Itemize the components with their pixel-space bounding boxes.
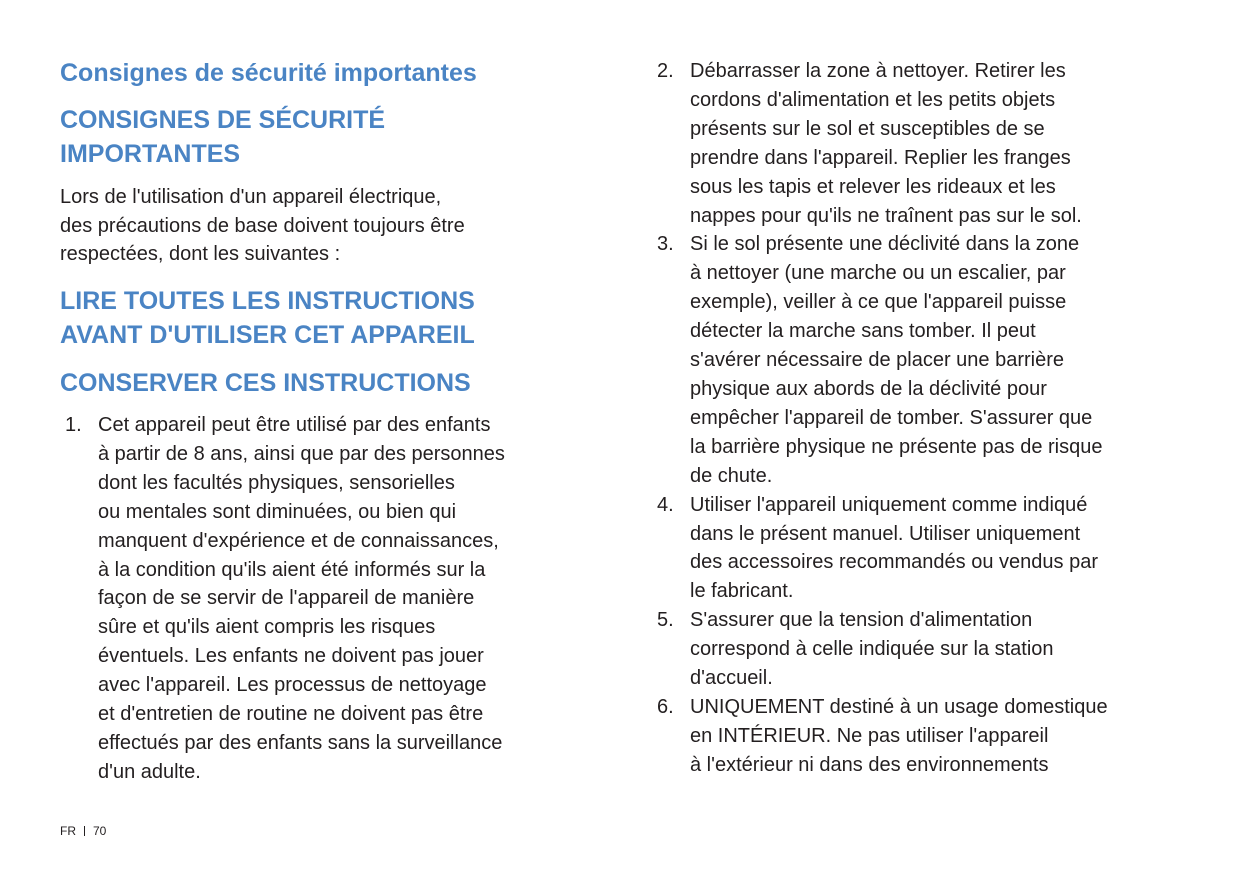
- list-item-number: 5.: [657, 609, 674, 632]
- footer-language: FR: [60, 824, 76, 838]
- list-item-line: d'accueil.: [690, 667, 773, 690]
- footer-separator: [84, 826, 85, 836]
- list-item-line: UNIQUEMENT destiné à un usage domestique: [690, 695, 1108, 718]
- list-item: [652, 693, 1108, 780]
- list-item-line: façon de se servir de l'appareil de manière: [98, 587, 475, 610]
- read-instructions-line: AVANT D'UTILISER CET APPAREIL: [60, 321, 475, 349]
- list-item-line: correspond à celle indiquée sur la station: [690, 638, 1054, 661]
- list-item-line: de chute.: [690, 464, 773, 487]
- keep-instructions-heading: [60, 366, 471, 400]
- list-item-line: cordons d'alimentation et les petits objets: [690, 88, 1056, 111]
- read-instructions-heading: [60, 284, 475, 352]
- list-item-line: exemple), veiller à ce que l'appareil puisse: [690, 291, 1067, 314]
- list-item-number: 3.: [657, 233, 674, 256]
- list-item-line: manquent d'expérience et de connaissances,: [98, 529, 499, 552]
- list-item-line: ou mentales sont diminuées, ou bien qui: [98, 500, 457, 523]
- list-item-line: à nettoyer (une marche ou un escalier, par: [690, 262, 1066, 285]
- list-item-line: empêcher l'appareil de tomber. S'assurer que: [690, 406, 1093, 429]
- list-item-line: Cet appareil peut être utilisé par des enfants: [98, 414, 491, 436]
- instruction-list-right: [652, 57, 1108, 780]
- list-item-number: 4.: [657, 493, 674, 516]
- list-item-line: présents sur le sol et susceptibles de se: [690, 117, 1045, 140]
- page-title: Consignes de sécurité importantes: [60, 59, 477, 87]
- footer-page-number: 70: [93, 824, 107, 838]
- list-item-number: 2.: [657, 60, 674, 82]
- list-item-line: nappes pour qu'ils ne traînent pas sur le sol.: [690, 204, 1082, 227]
- list-item-line: s'avérer nécessaire de placer une barrière: [690, 349, 1065, 372]
- list-item-line: effectués par des enfants sans la surveillance: [98, 731, 503, 754]
- intro-line: des précautions de base doivent toujours être: [60, 214, 465, 237]
- list-item-line: en INTÉRIEUR. Ne pas utiliser l'appareil: [690, 724, 1049, 747]
- list-item-line: sous les tapis et relever les rideaux et les: [690, 175, 1056, 198]
- list-item-line: à l'extérieur ni dans des environnements: [690, 753, 1049, 776]
- list-item-line: dont les facultés physiques, sensorielles: [98, 471, 455, 494]
- list-item-line: des accessoires recommandés ou vendus par: [690, 551, 1098, 574]
- list-item-line: dans le présent manuel. Utiliser uniquement: [690, 522, 1081, 545]
- intro-line: respectées, dont les suivantes :: [60, 243, 341, 265]
- list-item-line: avec l'appareil. Les processus de nettoyage: [98, 674, 487, 697]
- list-item-line: détecter la marche sans tomber. Il peut: [690, 320, 1036, 343]
- list-item-line: Utiliser l'appareil uniquement comme indiqué: [690, 493, 1088, 516]
- list-item-line: la barrière physique ne présente pas de risque: [690, 435, 1103, 458]
- intro-paragraph: [60, 183, 580, 269]
- safety-heading-line: IMPORTANTES: [60, 140, 241, 168]
- list-item-line: sûre et qu'ils aient compris les risques: [98, 616, 436, 639]
- instruction-list-left: [60, 411, 505, 787]
- list-item-line: le fabricant.: [690, 580, 794, 603]
- page-footer: [60, 824, 106, 838]
- keep-instructions-line: CONSERVER CES INSTRUCTIONS: [60, 369, 471, 397]
- list-item-number: 6.: [657, 695, 674, 718]
- list-item: [60, 411, 505, 787]
- intro-line: Lors de l'utilisation d'un appareil électrique,: [60, 186, 442, 208]
- list-item-line: S'assurer que la tension d'alimentation: [690, 609, 1033, 632]
- list-item: [652, 57, 1108, 230]
- list-item-line: d'un adulte.: [98, 760, 201, 783]
- safety-heading: [60, 103, 385, 171]
- list-item: [652, 491, 1108, 607]
- list-item-line: Si le sol présente une déclivité dans la zone: [690, 233, 1080, 256]
- list-item-line: physique aux abords de la déclivité pour: [690, 377, 1047, 400]
- list-item-line: à la condition qu'ils aient été informés sur la: [98, 558, 486, 581]
- list-item-line: et d'entretien de routine ne doivent pas être: [98, 703, 484, 726]
- list-item-number: 1.: [65, 414, 82, 436]
- list-item-line: prendre dans l'appareil. Replier les franges: [690, 146, 1071, 169]
- list-item-line: éventuels. Les enfants ne doivent pas jouer: [98, 645, 484, 668]
- list-item: [652, 606, 1108, 693]
- safety-heading-line: CONSIGNES DE SÉCURITÉ: [60, 106, 386, 134]
- read-instructions-line: LIRE TOUTES LES INSTRUCTIONS: [60, 287, 475, 315]
- list-item-line: Débarrasser la zone à nettoyer. Retirer les: [690, 60, 1066, 82]
- list-item: [652, 230, 1108, 490]
- list-item-line: à partir de 8 ans, ainsi que par des personnes: [98, 442, 505, 465]
